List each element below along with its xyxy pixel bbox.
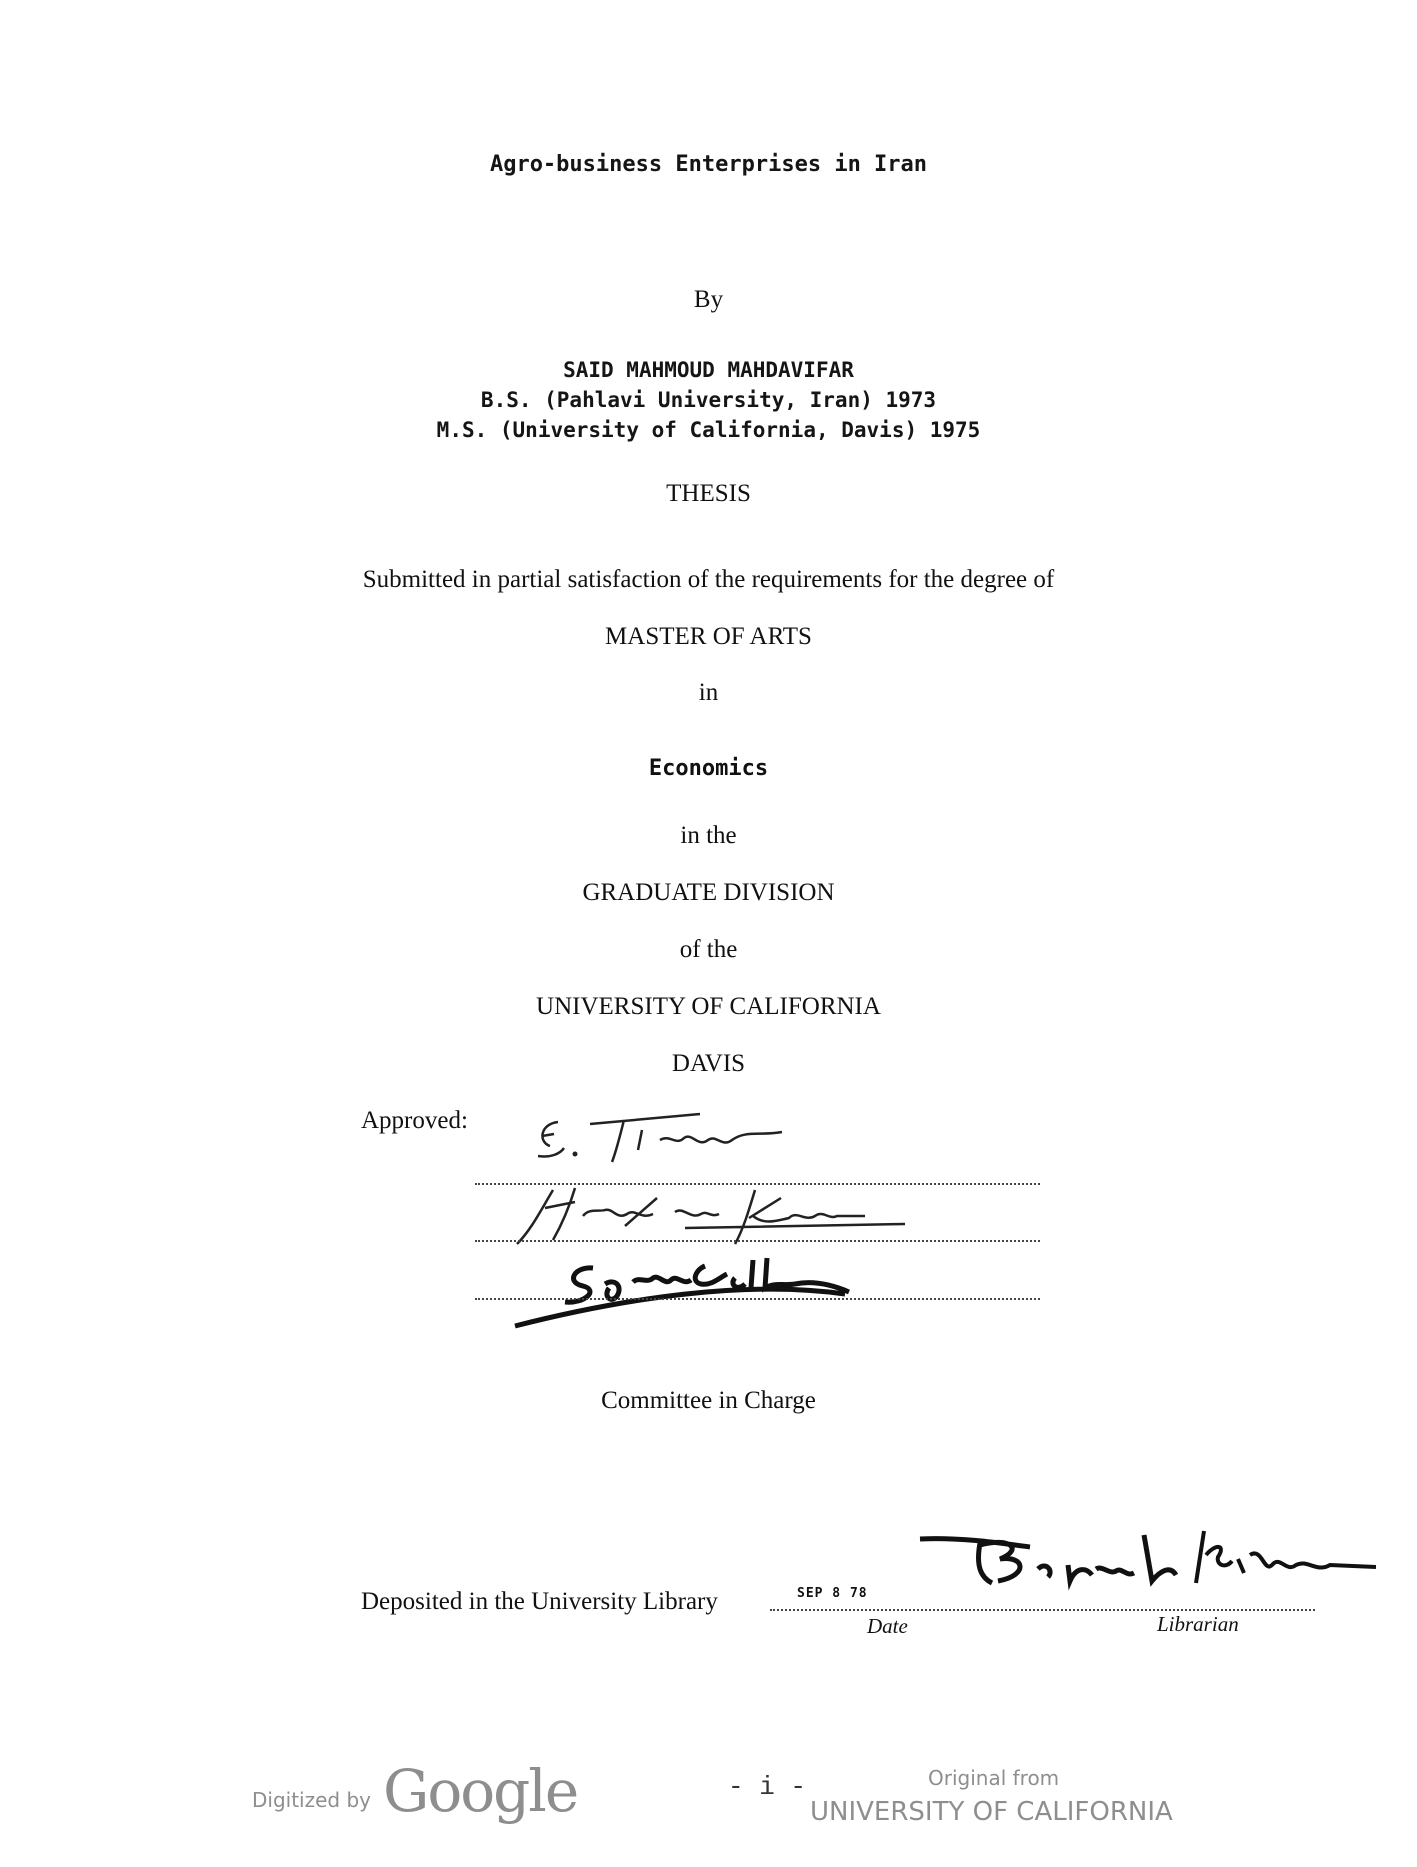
footer-digitized-by: Digitized by [252,1788,371,1812]
field-name: Economics [648,756,769,781]
page-number: - i - [728,1772,807,1802]
document-type: THESIS [666,480,751,507]
google-logo: Google [383,1757,578,1825]
in-the-word: in the [680,822,737,849]
author-degree-ms: M.S. (University of California, Davis) 1975 [436,418,981,442]
of-the-word: of the [679,936,738,963]
approved-label: Approved: [361,1107,468,1134]
committee-signature-3 [505,1248,945,1328]
in-word: in [698,679,719,706]
campus-name: DAVIS [671,1050,746,1077]
signature-line-2 [475,1240,1040,1242]
committee-signature-1 [520,1112,840,1172]
division-name: GRADUATE DIVISION [582,879,835,906]
footer-source-university: UNIVERSITY OF CALIFORNIA [810,1797,1173,1827]
date-label: Date [867,1614,908,1638]
author-block [0,355,1417,445]
deposited-label: Deposited in the University Library [361,1588,718,1615]
university-name: UNIVERSITY OF CALIFORNIA [536,993,881,1020]
librarian-label: Librarian [1157,1612,1239,1636]
date-stamp: SEP 8 78 [797,1586,868,1601]
librarian-signature [920,1525,1380,1605]
thesis-title: Agro-business Enterprises in Iran [489,152,928,177]
signature-line-3 [475,1298,1040,1300]
by-label: By [693,286,724,313]
author-degree-bs: B.S. (Pahlavi University, Iran) 1973 [480,388,937,412]
footer-original-from: Original from [928,1766,1060,1790]
submitted-statement: Submitted in partial satisfaction of the requirements for the degree of [362,566,1055,593]
author-name: SAID MAHMOUD MAHDAVIFAR [563,358,854,382]
degree-name: MASTER OF ARTS [605,623,812,650]
committee-label: Committee in Charge [601,1387,816,1414]
deposit-line [770,1609,1315,1611]
